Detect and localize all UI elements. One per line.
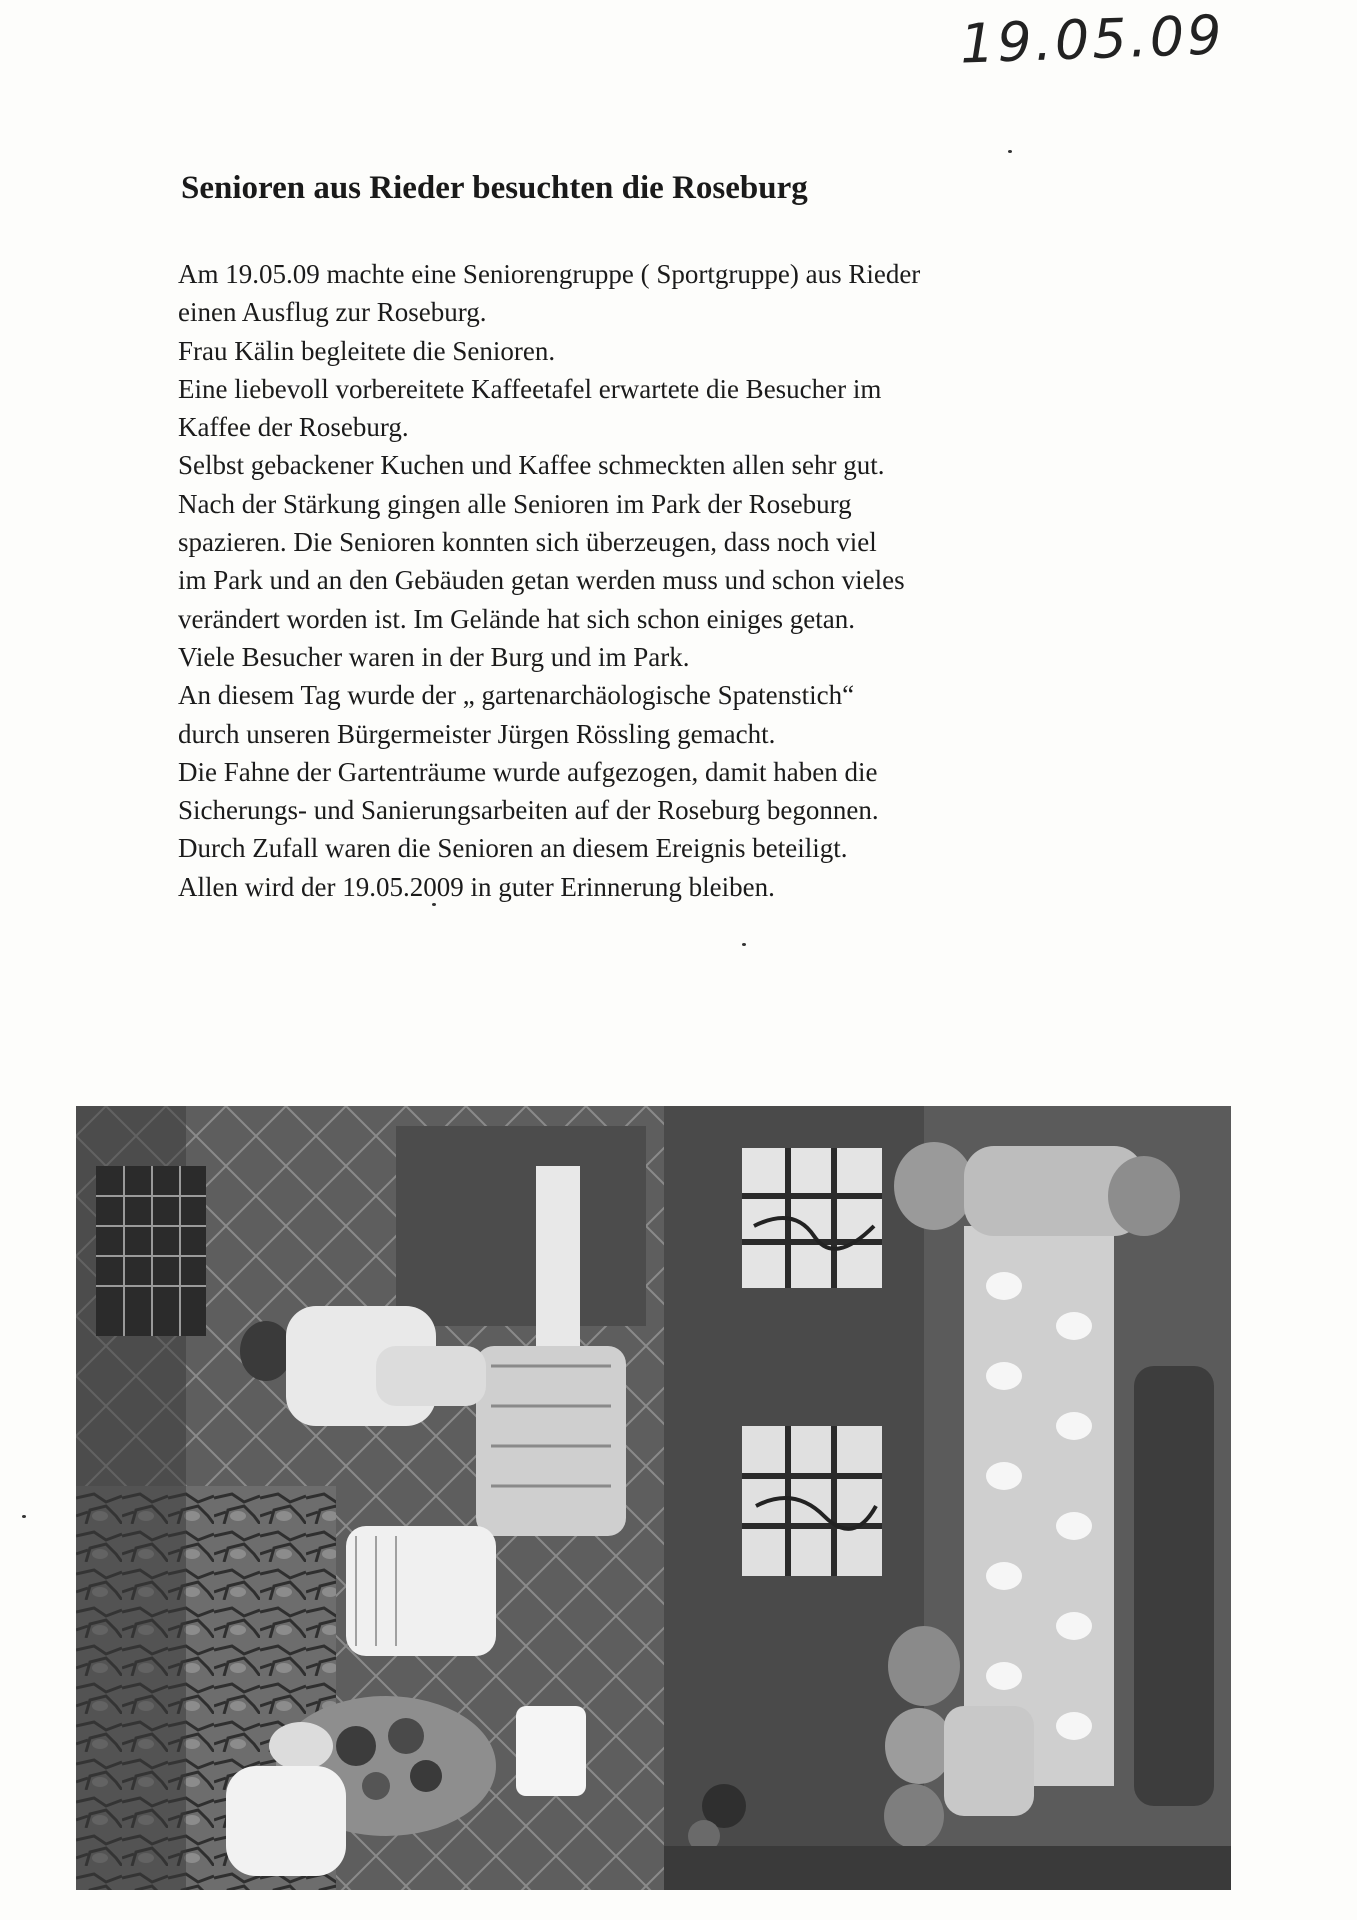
body-line: Sicherungs- und Sanierungsarbeiten auf der Roseburg begonnen. [178, 795, 879, 826]
scan-speck [432, 903, 436, 906]
photo-terrace [76, 1106, 664, 1890]
body-line: Durch Zufall waren die Senioren an diesem Ereignis beteiligt. [178, 833, 848, 864]
body-line: durch unseren Bürgermeister Jürgen Rössling gemacht. [178, 718, 776, 749]
body-line: Kaffee der Roseburg. [178, 412, 409, 443]
body-line: im Park und an den Gebäuden getan werden muss und schon vieles [178, 565, 905, 596]
body-line: verändert worden ist. Im Gelände hat sich schon einiges getan. [178, 603, 856, 634]
body-line: Selbst gebackener Kuchen und Kaffee schmeckten allen sehr gut. [178, 450, 885, 481]
body-line: Allen wird der 19.05.2009 in guter Erinnerung bleiben. [178, 871, 775, 902]
body-line: einen Ausflug zur Roseburg. [178, 297, 487, 328]
body-line: Am 19.05.09 machte eine Seniorengruppe ( Sportgruppe) aus Rieder [178, 259, 921, 289]
scan-speck [1008, 150, 1012, 153]
handwritten-date: 19.05.09 [958, 3, 1226, 76]
body-line: Eine liebevoll vorbereitete Kaffeetafel erwartete die Besucher im [178, 373, 882, 404]
body-line: Frau Kälin begleitete die Senioren. [178, 335, 556, 366]
photo-cafe-image [664, 1106, 1231, 1890]
body-line: Viele Besucher waren in der Burg und im Park. [178, 641, 690, 672]
photo-cafe [664, 1106, 1231, 1890]
article-body [178, 255, 1138, 906]
photo-collage [76, 1106, 1231, 1890]
body-line: spazieren. Die Senioren konnten sich überzeugen, dass noch viel [178, 527, 877, 558]
scan-speck [22, 1515, 26, 1518]
photo-terrace-image [76, 1106, 664, 1890]
scan-speck [742, 943, 746, 946]
body-line: An diesem Tag wurde der „ gartenarchäologische Spatenstich“ [178, 680, 855, 711]
body-line: Die Fahne der Gartenträume wurde aufgezogen, damit haben die [178, 756, 878, 787]
body-line: Nach der Stärkung gingen alle Senioren im Park der Roseburg [178, 488, 852, 519]
article-title: Senioren aus Rieder besuchten die Roseburg [181, 170, 808, 206]
